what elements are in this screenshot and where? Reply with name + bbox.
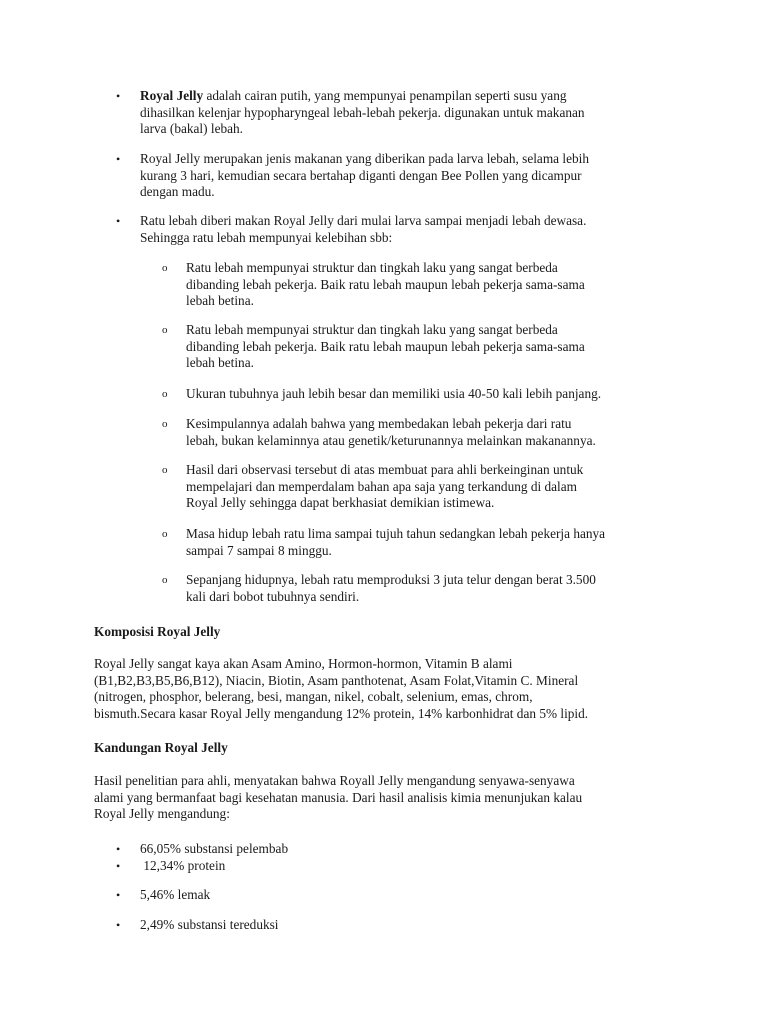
sub-bullet-marker: o	[162, 388, 168, 400]
sub-bullet-line: Sepanjang hidupnya, lebah ratu memproduksi 3 juta telur dengan berat 3.500	[186, 572, 596, 587]
bullet-text-line: Sehingga ratu lebah mempunyai kelebihan sbb:	[140, 229, 393, 245]
section-heading-kandungan: Kandungan Royal Jelly	[94, 740, 228, 755]
bullet-text-line: larva (bakal) lebah.	[140, 121, 243, 136]
bullet-text-line: dihasilkan kelenjar hypopharyngeal lebah-lebah pekerja. digunakan untuk makanan	[140, 104, 585, 120]
list-item-text: 2,49% substansi tereduksi	[140, 917, 279, 932]
paragraph-line: Royal Jelly mengandung:	[94, 806, 230, 821]
paragraph-line: bismuth.Secara kasar Royal Jelly mengandung 12% protein, 14% karbonhidrat dan 5% lipid.	[94, 705, 589, 721]
bold-term: Royal Jelly	[140, 88, 204, 103]
sub-bullet-marker: o	[162, 324, 168, 336]
bullet-marker: •	[116, 89, 121, 103]
paragraph-kandungan	[94, 773, 679, 823]
sub-bullet-line: Masa hidup lebah ratu lima sampai tujuh tahun sedangkan lebah pekerja hanya	[186, 526, 606, 541]
paragraph-line: (B1,B2,B3,B5,B6,B12), Niacin, Biotin, Asam panthotenat, Asam Folat,Vitamin C. Mineral	[94, 672, 579, 688]
bullet-marker: •	[116, 152, 121, 166]
sub-bullet-marker: o	[162, 262, 168, 274]
sub-bullet-line: lebah betina.	[186, 293, 254, 308]
sub-bullet-marker: o	[162, 574, 168, 586]
bullet-marker: •	[116, 214, 121, 228]
sub-bullet-marker: o	[162, 464, 168, 476]
bullet-marker: •	[116, 859, 121, 873]
bullet-marker: •	[116, 888, 121, 902]
bullet-text-line: Ratu lebah diberi makan Royal Jelly dari mulai larva sampai menjadi lebah dewasa.	[140, 213, 587, 228]
bullet-text-line: Royal Jelly merupakan jenis makanan yang diberikan pada larva lebah, selama lebih	[140, 151, 589, 166]
paragraph-line: (nitrogen, phosphor, belerang, besi, mangan, nikel, cobalt, selenium, emas, chrom,	[94, 689, 533, 704]
paragraph-line: Hasil penelitian para ahli, menyatakan bahwa Royall Jelly mengandung senyawa-senyawa	[94, 773, 575, 788]
sub-bullet-line: dibanding lebah pekerja. Baik ratu lebah maupun lebah pekerja sama-sama	[186, 338, 585, 354]
sub-bullet-line: Ukuran tubuhnya jauh lebih besar dan memiliki usia 40-50 kali lebih panjang.	[186, 386, 602, 401]
list-item-text: 12,34% protein	[140, 858, 226, 873]
paragraph-line: alami yang bermanfaat bagi kesehatan manusia. Dari hasil analisis kimia menunjukan kalau	[94, 789, 583, 805]
sub-bullet-line: lebah, bukan kelaminnya atau genetik/keturunannya melainkan makanannya.	[186, 432, 596, 448]
bullet-text-line: dengan madu.	[140, 184, 215, 199]
sub-bullet-line: lebah betina.	[186, 355, 254, 370]
section-heading-komposisi: Komposisi Royal Jelly	[94, 624, 221, 639]
sub-bullet-line: Ratu lebah mempunyai struktur dan tingkah laku yang sangat berbeda	[186, 322, 558, 337]
bullet-text-line: kurang 3 hari, kemudian secara bertahap diganti dengan Bee Pollen yang dicampur	[140, 167, 582, 183]
bullet-text-line: Royal Jelly adalah cairan putih, yang mempunyai penampilan seperti susu yang	[140, 88, 567, 103]
sub-bullet-marker: o	[162, 528, 168, 540]
bullet-marker: •	[116, 918, 121, 932]
sub-bullet-marker: o	[162, 418, 168, 430]
sub-bullet-line: Hasil dari observasi tersebut di atas membuat para ahli berkeinginan untuk	[186, 462, 584, 477]
sub-bullet-line: sampai 7 sampai 8 minggu.	[186, 542, 332, 558]
bullet-marker: •	[116, 842, 121, 856]
list-item-text: 5,46% lemak	[140, 887, 211, 902]
sub-bullet-line: Royal Jelly sehingga dapat berkhasiat demikian istimewa.	[186, 495, 495, 510]
list-item-text: 66,05% substansi pelembab	[140, 841, 289, 856]
sub-bullet-line: kali dari bobot tubuhnya sendiri.	[186, 588, 360, 604]
sub-bullet-line: Kesimpulannya adalah bahwa yang membedakan lebah pekerja dari ratu	[186, 416, 572, 431]
paragraph-komposisi	[94, 656, 679, 722]
paragraph-line: Royal Jelly sangat kaya akan Asam Amino, Hormon-hormon, Vitamin B alami	[94, 656, 513, 671]
sub-bullet-line: Ratu lebah mempunyai struktur dan tingkah laku yang sangat berbeda	[186, 260, 558, 275]
sub-bullet-line: mempelajari dan memperdalam bahan apa saja yang terkandung di dalam	[186, 478, 577, 494]
sub-bullet-line: dibanding lebah pekerja. Baik ratu lebah maupun lebah pekerja sama-sama	[186, 276, 585, 292]
